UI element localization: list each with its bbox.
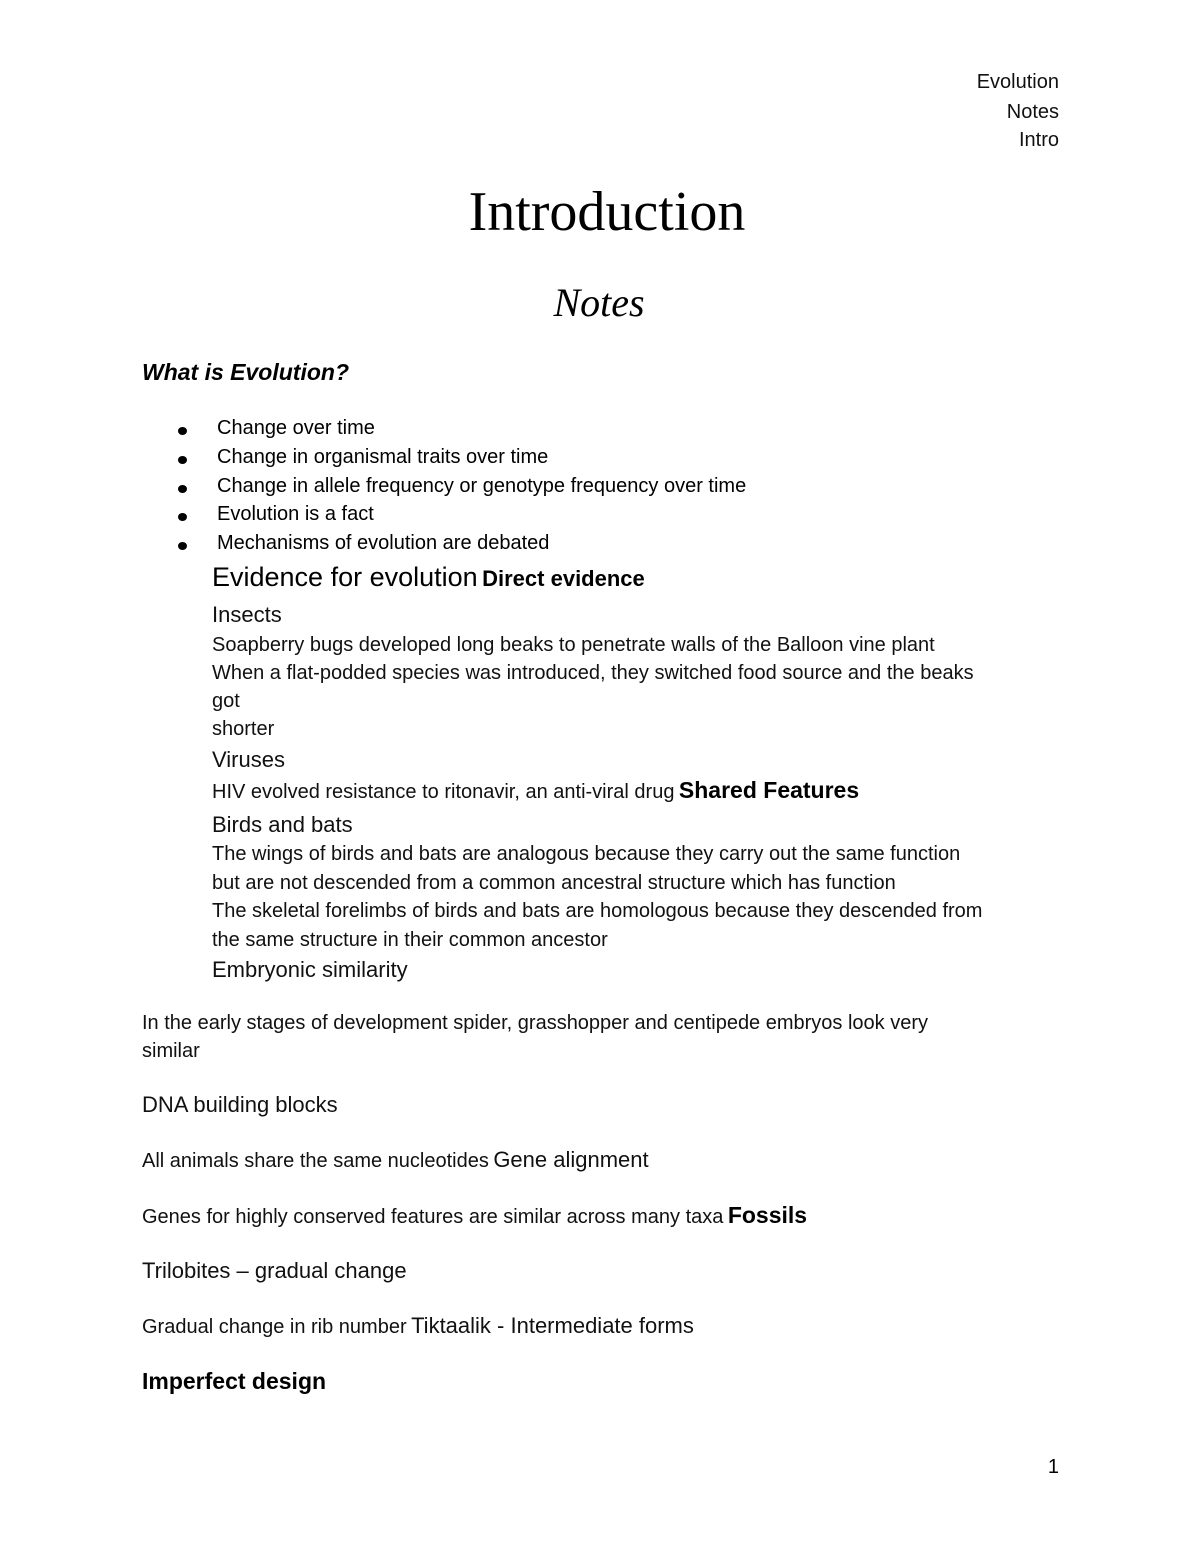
fossils-heading: Fossils <box>727 1202 808 1228</box>
page-number: 1 <box>1047 1456 1059 1478</box>
birds-paragraph-2-cont: the same structure in their common ancestor <box>212 929 608 951</box>
evidence-heading: Evidence for evolution <box>212 562 478 592</box>
viruses-paragraph: HIV evolved resistance to ritonavir, an anti-viral drug <box>212 781 675 803</box>
list-item-text: Mechanisms of evolution are debated <box>217 532 550 554</box>
birds-paragraph-2: The skeletal forelimbs of birds and bats are homologous because they descended from <box>212 900 983 922</box>
insects-subheading: Insects <box>212 602 282 627</box>
insects-paragraph-2-cont: got <box>212 690 240 712</box>
bullet-icon <box>178 542 187 550</box>
rib-paragraph: Gradual change in rib number <box>142 1316 407 1338</box>
dna-paragraph: All animals share the same nucleotides <box>142 1150 489 1172</box>
bullet-icon <box>178 513 187 521</box>
birds-paragraph-1: The wings of birds and bats are analogous because they carry out the same function <box>212 843 961 865</box>
imperfect-design-heading: Imperfect design <box>142 1368 327 1394</box>
shared-features-heading: Shared Features <box>678 777 860 803</box>
tiktaalik-subheading: Tiktaalik - Intermediate forms <box>411 1313 694 1338</box>
trilobites-subheading: Trilobites – gradual change <box>142 1258 407 1283</box>
header-line-3: Intro <box>1018 129 1059 151</box>
list-item-text: Change in organismal traits over time <box>217 446 549 468</box>
document-subtitle: Notes <box>553 280 645 325</box>
list-item-text: Change in allele frequency or genotype frequency over time <box>217 475 747 497</box>
gene-alignment-subheading: Gene alignment <box>493 1147 649 1172</box>
viruses-subheading: Viruses <box>212 747 285 772</box>
document-title: Introduction <box>468 181 746 243</box>
embryonic-subheading: Embryonic similarity <box>212 957 408 982</box>
header-line-2: Notes <box>1006 101 1059 123</box>
insects-paragraph-1: Soapberry bugs developed long beaks to penetrate walls of the Balloon vine plant <box>212 634 935 656</box>
rib-line <box>142 1313 694 1339</box>
header-line-1: Evolution <box>976 71 1059 93</box>
insects-paragraph-2-end: shorter <box>212 718 275 740</box>
birds-bats-subheading: Birds and bats <box>212 812 353 837</box>
dna-line <box>142 1147 649 1173</box>
birds-paragraph-1-cont: but are not descended from a common ancestral structure which has function <box>212 872 896 894</box>
bullet-icon <box>178 456 187 464</box>
insects-paragraph-2: When a flat-podded species was introduced, they switched food source and the beaks <box>212 662 974 684</box>
evidence-heading-line <box>212 562 645 593</box>
embryo-paragraph-cont: similar <box>142 1040 200 1062</box>
direct-evidence-heading: Direct evidence <box>482 566 645 591</box>
dna-subheading: DNA building blocks <box>142 1092 338 1117</box>
genes-paragraph: Genes for highly conserved features are similar across many taxa <box>142 1206 724 1228</box>
bullet-icon <box>178 485 187 493</box>
what-is-evolution-heading: What is Evolution? <box>142 359 349 385</box>
embryo-paragraph: In the early stages of development spider, grasshopper and centipede embryos look very <box>142 1012 929 1034</box>
list-item-text: Change over time <box>217 417 375 439</box>
genes-line <box>142 1202 807 1229</box>
list-item-text: Evolution is a fact <box>217 503 374 525</box>
viruses-line <box>212 777 859 804</box>
bullet-icon <box>178 427 187 435</box>
